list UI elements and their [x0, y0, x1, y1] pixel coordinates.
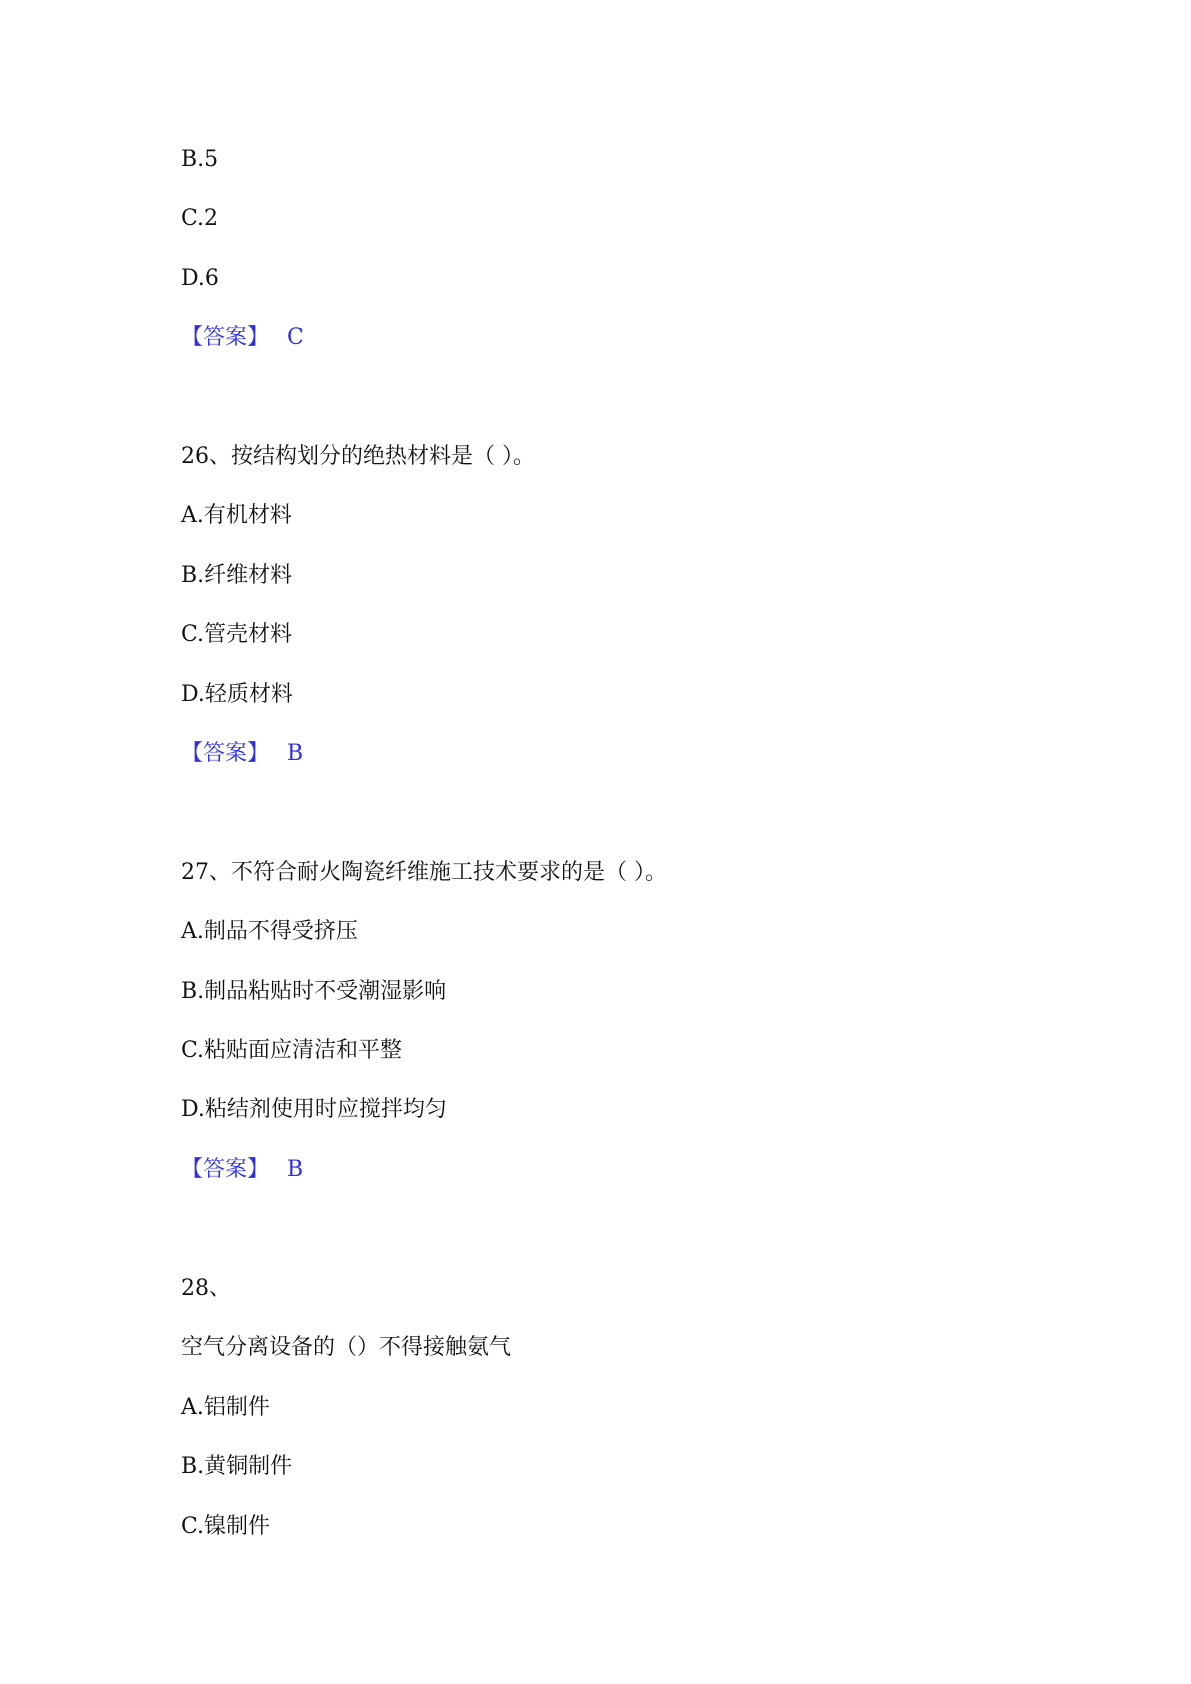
q27-option-c: C.粘贴面应清洁和平整	[181, 1038, 403, 1063]
q27-option-d: D.粘结剂使用时应搅拌均匀	[181, 1097, 447, 1122]
q28-option-a: A.铝制件	[181, 1395, 270, 1420]
q26-stem: 26、按结构划分的绝热材料是（ ）。	[181, 444, 535, 469]
q26-option-b: B.纤维材料	[181, 563, 293, 588]
q27-answer	[181, 1155, 303, 1185]
q25-answer-value: C	[287, 325, 304, 350]
q28-number: 28、	[181, 1276, 231, 1301]
q27-answer-value: B	[287, 1157, 304, 1182]
q26-answer	[181, 739, 303, 769]
q27-option-b: B.制品粘贴时不受潮湿影响	[181, 979, 447, 1004]
q26-option-a: A.有机材料	[181, 503, 292, 528]
q28-option-c: C.镍制件	[181, 1514, 271, 1539]
q26-option-d: D.轻质材料	[181, 682, 293, 707]
q27-answer-label: 【答案】	[181, 1157, 270, 1182]
q25-answer	[181, 323, 304, 353]
q28-option-b: B.黄铜制件	[181, 1454, 293, 1479]
q28-stem: 空气分离设备的（）不得接触氨气	[181, 1335, 512, 1360]
q26-answer-label: 【答案】	[181, 741, 270, 766]
q26-option-c: C.管壳材料	[181, 622, 293, 647]
q25-option-b: B.5	[181, 147, 219, 172]
q27-option-a: A.制品不得受挤压	[181, 919, 358, 944]
q26-answer-value: B	[287, 741, 304, 766]
q25-option-c: C.2	[181, 206, 219, 231]
q25-option-d: D.6	[181, 266, 219, 291]
q25-answer-label: 【答案】	[181, 325, 270, 350]
q27-stem: 27、不符合耐火陶瓷纤维施工技术要求的是（ ）。	[181, 860, 667, 885]
